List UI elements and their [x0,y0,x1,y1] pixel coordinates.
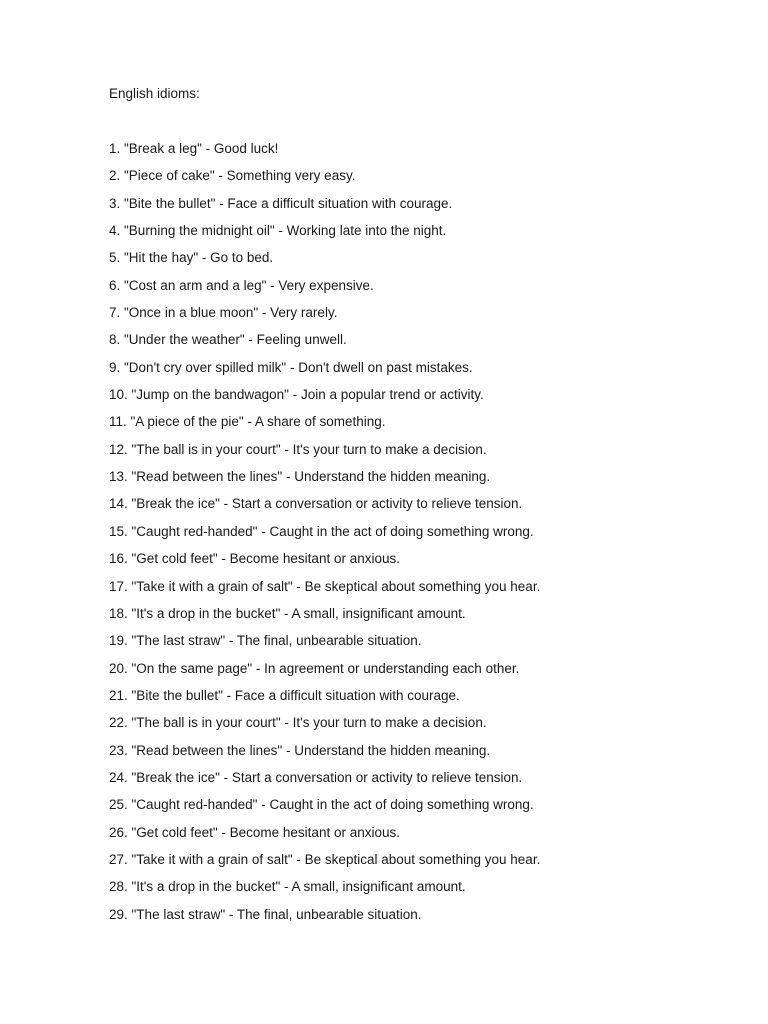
list-item: 26. "Get cold feet" - Become hesitant or anxious. [109,824,400,840]
list-item: 28. "It's a drop in the bucket" - A small, insignificant amount. [109,879,466,895]
list-item: 12. "The ball is in your court" - It's your turn to make a decision. [109,441,487,457]
list-item: 29. "The last straw" - The final, unbearable situation. [109,906,422,922]
list-item: 18. "It's a drop in the bucket" - A small, insignificant amount. [109,605,466,621]
list-item: 16. "Get cold feet" - Become hesitant or anxious. [109,551,400,567]
list-item: 20. "On the same page" - In agreement or understanding each other. [109,660,520,676]
list-item: 1. "Break a leg" - Good luck! [109,141,279,156]
list-item: 24. "Break the ice" - Start a conversation or activity to relieve tension. [109,769,523,785]
list-item: 10. "Jump on the bandwagon" - Join a popular trend or activity. [109,387,484,403]
list-item: 15. "Caught red-handed" - Caught in the act of doing something wrong. [109,523,534,539]
list-item: 7. "Once in a blue moon" - Very rarely. [109,305,338,321]
idiom-list [109,140,540,933]
list-item: 27. "Take it with a grain of salt" - Be skeptical about something you hear. [109,851,541,867]
list-item: 22. "The ball is in your court" - It's your turn to make a decision. [109,715,487,731]
list-item: 4. "Burning the midnight oil" - Working late into the night. [109,223,447,239]
list-item: 23. "Read between the lines" - Understand the hidden meaning. [109,742,491,758]
list-item: 21. "Bite the bullet" - Face a difficult situation with courage. [109,687,460,703]
list-item: 11. "A piece of the pie" - A share of something. [109,414,386,430]
list-item: 17. "Take it with a grain of salt" - Be skeptical about something you hear. [109,578,541,594]
list-item: 13. "Read between the lines" - Understand the hidden meaning. [109,469,491,485]
list-item: 6. "Cost an arm and a leg" - Very expensive. [109,277,374,293]
list-item: 8. "Under the weather" - Feeling unwell. [109,332,347,348]
list-item: 25. "Caught red-handed" - Caught in the act of doing something wrong. [109,797,534,813]
list-item: 14. "Break the ice" - Start a conversation or activity to relieve tension. [109,496,523,512]
list-item: 2. "Piece of cake" - Something very easy. [109,168,356,184]
list-item: 9. "Don't cry over spilled milk" - Don't dwell on past mistakes. [109,359,473,375]
list-item: 19. "The last straw" - The final, unbearable situation. [109,633,422,649]
list-item: 5. "Hit the hay" - Go to bed. [109,250,274,266]
list-item: 3. "Bite the bullet" - Face a difficult situation with courage. [109,195,453,211]
document-heading: English idioms: [109,86,200,101]
